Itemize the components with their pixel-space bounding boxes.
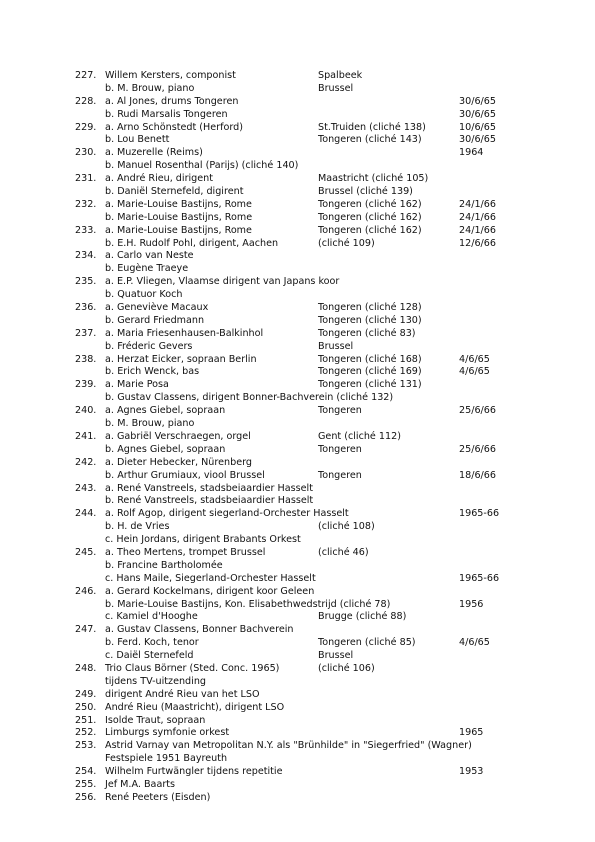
entry-text: a. Dieter Hebecker, Nürenberg	[105, 456, 252, 468]
entry-text: b. Eugène Traeye	[105, 263, 189, 275]
list-item	[75, 521, 575, 534]
entry-number: 229.	[75, 121, 97, 133]
entry-number: 238.	[75, 353, 97, 365]
entry-text: b. Arthur Grumiaux, viool Brussel	[105, 469, 265, 481]
entry-text: a. Marie-Louise Bastijns, Rome	[105, 224, 252, 236]
entry-date: 24/1/66	[459, 198, 496, 210]
entry-text: Astrid Varnay van Metropolitan N.Y. als "Brünhilde" in "Siegerfried" (Wagner)	[105, 740, 472, 752]
list-item	[75, 650, 575, 663]
entry-number: 236.	[75, 302, 97, 314]
list-item	[75, 766, 575, 779]
list-item	[75, 70, 575, 83]
entry-text: a. E.P. Vliegen, Vlaamse dirigent van Japans koor	[105, 276, 340, 288]
entry-text: a. René Vanstreels, stadsbeiaardier Hasselt	[105, 482, 313, 494]
entry-number: 256.	[75, 791, 97, 803]
list-item	[75, 276, 575, 289]
entry-text: b. Erich Wenck, bas	[105, 366, 200, 378]
entry-place: Brugge (cliché 88)	[318, 611, 407, 623]
entry-text: a. Herzat Eicker, sopraan Berlin	[105, 353, 257, 365]
entry-place: Brussel	[318, 82, 354, 94]
entry-text: Willem Kersters, componist	[105, 70, 236, 81]
list-item	[75, 470, 575, 483]
entry-place: Tongeren (cliché 143)	[318, 134, 422, 146]
entry-number: 233.	[75, 224, 97, 236]
list-item	[75, 199, 575, 212]
entry-date: 4/6/65	[459, 353, 490, 365]
entry-text: a. Maria Friesenhausen-Balkinhol	[105, 327, 264, 339]
entry-number: 231.	[75, 173, 97, 185]
entry-place: Brussel	[318, 340, 354, 352]
list-item	[75, 341, 575, 354]
entry-text: Limburgs symfonie orkest	[105, 727, 230, 739]
list-item	[75, 792, 575, 805]
entry-number: 248.	[75, 662, 97, 674]
entry-text: b. Marie-Louise Bastijns, Rome	[105, 211, 253, 223]
list-item	[75, 302, 575, 315]
list-item	[75, 250, 575, 263]
entry-text: a. Agnes Giebel, sopraan	[105, 405, 226, 417]
entry-place: Tongeren (cliché 169)	[318, 366, 422, 378]
list-item	[75, 444, 575, 457]
entry-date: 1956	[459, 598, 484, 610]
entry-place: (cliché 46)	[318, 546, 369, 558]
entry-place: Tongeren (cliché 83)	[318, 327, 416, 339]
entry-date: 30/6/65	[459, 134, 496, 146]
entry-place: Tongeren (cliché 168)	[318, 353, 422, 365]
entry-text: Festspiele 1951 Bayreuth	[105, 753, 228, 765]
entry-date: 4/6/65	[459, 637, 490, 649]
entry-number: 230.	[75, 147, 97, 159]
entry-text: b. Quatuor Koch	[105, 289, 183, 301]
list-item	[75, 354, 575, 367]
entry-place: Tongeren (cliché 130)	[318, 314, 422, 326]
entry-place: Tongeren (cliché 128)	[318, 302, 422, 314]
entry-text: André Rieu (Maastricht), dirigent LSO	[105, 701, 285, 713]
entry-text: c. Daiël Sternefeld	[105, 650, 194, 662]
entry-text: a. Arno Schönstedt (Herford)	[105, 121, 243, 133]
list-item	[75, 122, 575, 135]
entry-place: Tongeren (cliché 85)	[318, 637, 416, 649]
entry-date: 1964	[459, 147, 484, 159]
entry-number: 244.	[75, 508, 97, 520]
entry-number: 245.	[75, 546, 97, 558]
entry-text: dirigent André Rieu van het LSO	[105, 688, 260, 700]
entry-number: 249.	[75, 688, 97, 700]
entry-place: Tongeren (cliché 162)	[318, 211, 422, 223]
entry-date: 1965	[459, 727, 484, 739]
list-item	[75, 547, 575, 560]
entry-place: Maastricht (cliché 105)	[318, 173, 429, 185]
entry-text: a. Theo Mertens, trompet Brussel	[105, 546, 266, 558]
list-item	[75, 418, 575, 431]
entry-text: a. Gabriël Verschraegen, orgel	[105, 430, 251, 442]
list-item	[75, 109, 575, 122]
entry-number: 241.	[75, 430, 97, 442]
entry-text: a. Geneviève Macaux	[105, 302, 209, 314]
list-item	[75, 637, 575, 650]
entry-place: Tongeren	[318, 469, 362, 481]
entry-date: 25/6/66	[459, 443, 496, 455]
list-item	[75, 83, 575, 96]
list-item	[75, 676, 575, 689]
list-item	[75, 366, 575, 379]
entry-date: 1953	[459, 766, 484, 778]
entry-place: Brussel	[318, 650, 354, 662]
list-item	[75, 431, 575, 444]
list-item	[75, 611, 575, 624]
entry-text: a. Muzerelle (Reims)	[105, 147, 203, 159]
entry-number: 252.	[75, 727, 97, 739]
entry-date: 1965-66	[459, 508, 500, 520]
entry-place: St.Truiden (cliché 138)	[318, 121, 426, 133]
list-item	[75, 508, 575, 521]
list-item	[75, 753, 575, 766]
entry-text: c. Hein Jordans, dirigent Brabants Orkest	[105, 534, 301, 546]
entry-date: 30/6/65	[459, 108, 496, 120]
list-item	[75, 173, 575, 186]
entry-number: 251.	[75, 714, 97, 726]
entry-text: a. Carlo van Neste	[105, 250, 194, 262]
list-item	[75, 328, 575, 341]
entry-text: b. Lou Benett	[105, 134, 170, 146]
entry-text: b. Marie-Louise Bastijns, Kon. Elisabethwedstrijd (cliché 78)	[105, 598, 391, 610]
list-item	[75, 212, 575, 225]
entry-text: b. Gerard Friedmann	[105, 314, 205, 326]
list-item	[75, 495, 575, 508]
list-item	[75, 405, 575, 418]
entry-date: 25/6/66	[459, 405, 496, 417]
entry-text: a. Al Jones, drums Tongeren	[105, 95, 239, 107]
list-item	[75, 779, 575, 792]
list-item	[75, 715, 575, 728]
entry-number: 240.	[75, 405, 97, 417]
entry-number: 239.	[75, 379, 97, 391]
list-item	[75, 599, 575, 612]
list-item	[75, 624, 575, 637]
list-item	[75, 238, 575, 251]
entry-text: b. E.H. Rudolf Pohl, dirigent, Aachen	[105, 237, 279, 249]
list-item	[75, 263, 575, 276]
entry-text: tijdens TV-uitzending	[105, 675, 206, 687]
entry-place: Spalbeek	[318, 70, 363, 81]
list-item	[75, 740, 575, 753]
list-item	[75, 186, 575, 199]
entry-place: Tongeren	[318, 405, 362, 417]
entry-text: Isolde Traut, sopraan	[105, 714, 206, 726]
entry-text: b. Manuel Rosenthal (Parijs) (cliché 140)	[105, 160, 299, 172]
entry-number: 250.	[75, 701, 97, 713]
list-item	[75, 160, 575, 173]
entry-text: René Peeters (Eisden)	[105, 791, 211, 803]
entry-date: 1965-66	[459, 572, 500, 584]
entry-number: 237.	[75, 327, 97, 339]
list-item	[75, 483, 575, 496]
entry-text: Jef M.A. Baarts	[105, 778, 176, 790]
list-item	[75, 96, 575, 109]
list-item	[75, 560, 575, 573]
list-item	[75, 315, 575, 328]
entry-date: 10/6/65	[459, 121, 496, 133]
entry-text: b. René Vanstreels, stadsbeiaardier Hasselt	[105, 495, 314, 507]
entry-text: b. Agnes Giebel, sopraan	[105, 443, 226, 455]
entry-place: Brussel (cliché 139)	[318, 186, 413, 198]
entry-place: (cliché 109)	[318, 237, 375, 249]
list-item	[75, 134, 575, 147]
entry-number: 243.	[75, 482, 97, 494]
list-item	[75, 534, 575, 547]
entry-date: 30/6/65	[459, 95, 496, 107]
list-item	[75, 379, 575, 392]
entry-place: Tongeren (cliché 162)	[318, 224, 422, 236]
entry-date: 12/6/66	[459, 237, 496, 249]
entry-text: b. Daniël Sternefeld, digirent	[105, 186, 244, 198]
entry-number: 228.	[75, 95, 97, 107]
entry-text: b. H. de Vries	[105, 521, 170, 533]
entry-place: (cliché 106)	[318, 662, 375, 674]
entry-place: Gent (cliché 112)	[318, 430, 401, 442]
entry-text: c. Hans Maile, Siegerland-Orchester Hasselt	[105, 572, 316, 584]
entry-text: a. Gustav Classens, Bonner Bachverein	[105, 624, 294, 636]
entry-number: 255.	[75, 778, 97, 790]
entry-number: 246.	[75, 585, 97, 597]
entry-text: b. Fréderic Gevers	[105, 340, 193, 352]
entry-text: a. André Rieu, dirigent	[105, 173, 214, 185]
entry-text: a. Rolf Agop, dirigent siegerland-Orchester Hasselt	[105, 508, 349, 520]
entry-place: Tongeren (cliché 162)	[318, 198, 422, 210]
entry-text: Wilhelm Furtwängler tijdens repetitie	[105, 766, 283, 778]
entry-text: Trio Claus Börner (Sted. Conc. 1965)	[105, 662, 280, 674]
list-item	[75, 727, 575, 740]
list-item	[75, 702, 575, 715]
entry-text: a. Marie Posa	[105, 379, 169, 391]
entry-number: 253.	[75, 740, 97, 752]
list-item	[75, 147, 575, 160]
list-item	[75, 225, 575, 238]
entry-date: 24/1/66	[459, 211, 496, 223]
entry-number: 234.	[75, 250, 97, 262]
entry-text: c. Kamiel d'Hooghe	[105, 611, 198, 623]
entry-date: 24/1/66	[459, 224, 496, 236]
entry-text: a. Marie-Louise Bastijns, Rome	[105, 198, 252, 210]
list-item	[75, 289, 575, 302]
list-item	[75, 392, 575, 405]
entry-text: b. Gustav Classens, dirigent Bonner-Bachverein (cliché 132)	[105, 392, 394, 404]
entry-number: 232.	[75, 198, 97, 210]
entry-number: 254.	[75, 766, 97, 778]
entry-number: 247.	[75, 624, 97, 636]
entry-place: Tongeren	[318, 443, 362, 455]
entry-text: b. Francine Bartholomée	[105, 559, 223, 571]
entry-text: b. Ferd. Koch, tenor	[105, 637, 199, 649]
entry-date: 18/6/66	[459, 469, 496, 481]
entry-place: Tongeren (cliché 131)	[318, 379, 422, 391]
list-item	[75, 586, 575, 599]
entry-number: 235.	[75, 276, 97, 288]
entry-date: 4/6/65	[459, 366, 490, 378]
entry-text: a. Gerard Kockelmans, dirigent koor Geleen	[105, 585, 315, 597]
list-item	[75, 573, 575, 586]
list-item	[75, 689, 575, 702]
entry-text: b. M. Brouw, piano	[105, 418, 195, 430]
list-item	[75, 457, 575, 470]
entry-place: (cliché 108)	[318, 521, 375, 533]
entry-number: 227.	[75, 70, 97, 81]
entry-text: b. M. Brouw, piano	[105, 82, 195, 94]
photo-index-list	[75, 70, 575, 805]
entry-text: b. Rudi Marsalis Tongeren	[105, 108, 228, 120]
list-item	[75, 663, 575, 676]
entry-number: 242.	[75, 456, 97, 468]
